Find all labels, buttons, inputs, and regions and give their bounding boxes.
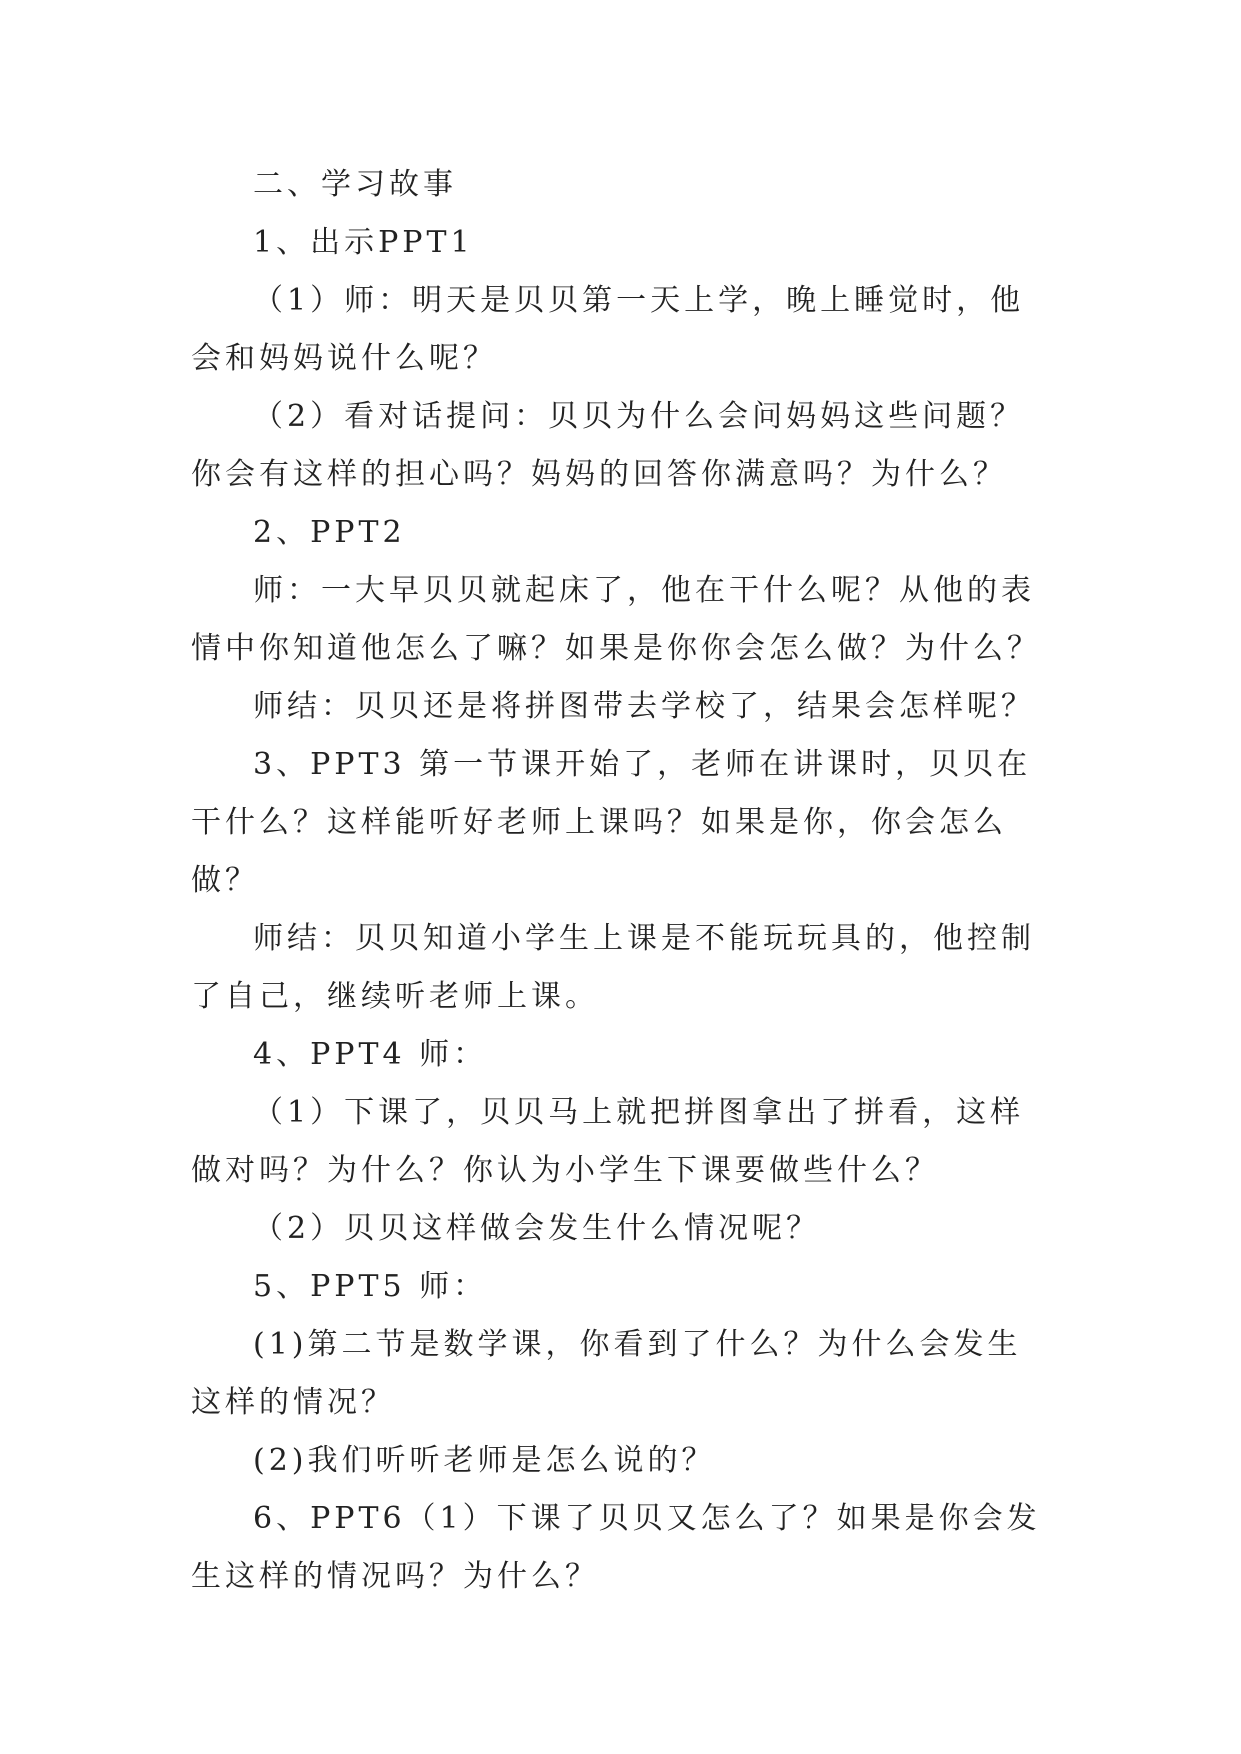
paragraph: （2）贝贝这样做会发生什么情况呢？ <box>253 1211 821 1246</box>
paragraph: 2、PPT2 <box>253 515 406 550</box>
paragraph: 3、PPT3 第一节课开始了，老师在讲课时，贝贝在干什么？这样能听好老师上课吗？如果是你，你会怎么做？ <box>191 747 1032 898</box>
paragraph: 6、PPT6（1）下课了贝贝又怎么了？如果是你会发生这样的情况吗？为什么？ <box>191 1501 1041 1594</box>
document-body <box>191 156 1051 1606</box>
paragraph: 1、出示PPT1 <box>253 225 474 260</box>
paragraph: 师结：贝贝知道小学生上课是不能玩玩具的，他控制了自己，继续听老师上课。 <box>191 921 1035 1014</box>
paragraph: (2)我们听听老师是怎么说的？ <box>253 1443 716 1478</box>
paragraph: 师结：贝贝还是将拼图带去学校了，结果会怎样呢？ <box>253 689 1035 724</box>
paragraph: （1）下课了，贝贝马上就把拼图拿出了拼看，这样做对吗？为什么？你认为小学生下课要做些什么？ <box>191 1095 1025 1188</box>
paragraph: 师：一大早贝贝就起床了，他在干什么呢？从他的表情中你知道他怎么了嘛？如果是你你会怎么做？为什么？ <box>191 573 1041 666</box>
paragraph: 4、PPT4 师： <box>253 1037 488 1072</box>
paragraph: （1）师：明天是贝贝第一天上学，晚上睡觉时，他会和妈妈说什么呢？ <box>191 283 1025 376</box>
paragraph: 5、PPT5 师： <box>253 1269 488 1304</box>
section-heading: 二、学习故事 <box>253 167 457 202</box>
paragraph: （2）看对话提问：贝贝为什么会问妈妈这些问题？你会有这样的担心吗？妈妈的回答你满意吗？为什么？ <box>191 399 1025 492</box>
paragraph: (1)第二节是数学课，你看到了什么？为什么会发生这样的情况？ <box>191 1327 1022 1420</box>
